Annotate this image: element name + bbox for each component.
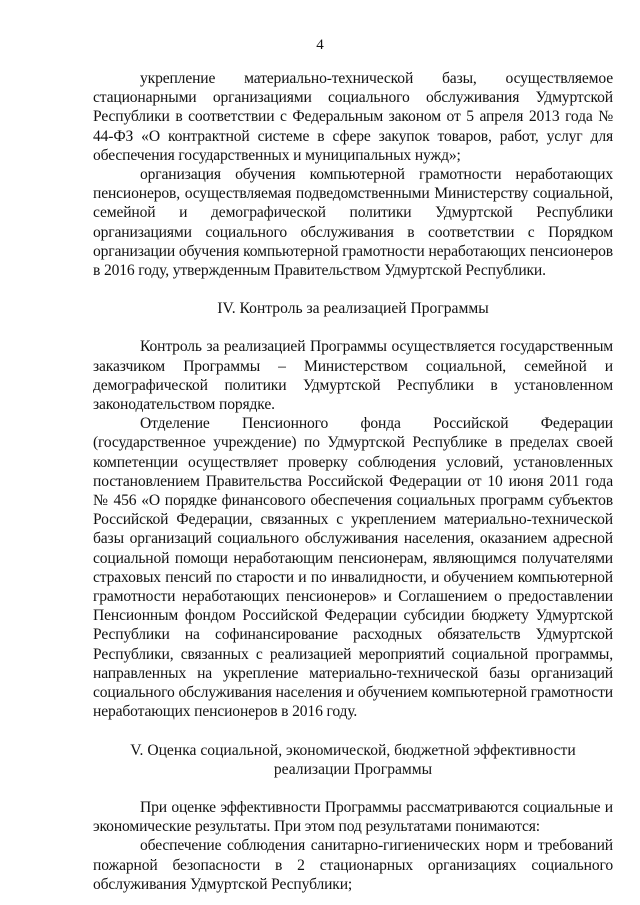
paragraph-infrastructure: укрепление материально-технической базы, осуществляемое стационарными организациями социального обслуживания Удмуртской Республики в соответствии с Федеральным законом от 5 апреля 2013 года № 44-ФЗ «О контрактной системе в сфере закупок товаров, работ, услуг для обеспечения государственных и муниципальных нужд»; — [93, 70, 613, 164]
paragraph-evaluation: При оценке эффективности Программы рассматриваются социальные и экономические результаты. При этом под результатами понимаются: — [93, 798, 613, 836]
section-4-heading: IV. Контроль за реализацией Программы — [217, 300, 489, 318]
section-5-heading — [93, 741, 613, 779]
section-5-heading-line2: реализации Программы — [273, 760, 433, 778]
page-number: 4 — [316, 37, 324, 53]
paragraph-control: Контроль за реализацией Программы осуществляется государственным заказчиком Программы – Министерством социальной, семейной и демографической политики Удмуртской Республики в установленном законодательством порядке. — [93, 338, 613, 414]
section-5-heading-line1: V. Оценка социальной, экономической, бюджетной эффективности — [130, 741, 576, 759]
document-body — [93, 69, 613, 894]
paragraph-pension-fund: Отделение Пенсионного фонда Российской Федерации (государственное учреждение) по Удмуртской Республике в пределах своей компетенции осуществляет проверку соблюдения условий, установленных постановлением Правительства Российской Федерации от 10 июня 2011 года № 456 «О порядке финансового обеспечения социальных программ субъектов Российской Федерации, связанных с укреплением материально-технической базы организаций социального обслуживания населения, оказанием адресной социальной помощи неработающим пенсионерам, являющимся получателями страховых пенсий по старости и по инвалидности, и обучением компьютерной грамотности неработающих пенсионеров» и Соглашением о предоставлении Пенсионным фондом Российской Федерации субсидии бюджету Удмуртской Республики на софинансирование расходных обязательств Удмуртской Республики, связанных с реализацией мероприятий социальной программы, направленных на укрепление материально-технической базы организаций социального обслуживания населения и обучением компьютерной грамотности неработающих пенсионеров в 2016 году. — [93, 415, 613, 721]
paragraph-computer-training: организация обучения компьютерной грамотности неработающих пенсионеров, осуществляемая подведомственными Министерству социальной, семейной и демографической политики Удмуртской Республики организациями социального обслуживания в соответствии с Порядком организации обучения компьютерной грамотности неработающих пенсионеров в 2016 году, утвержденным Правительством Удмуртской Республики. — [93, 166, 613, 280]
paragraph-sanitary: обеспечение соблюдения санитарно-гигиенических норм и требований пожарной безопасности в 2 стационарных организациях социального обслуживания Удмуртской Республики; — [93, 837, 613, 893]
